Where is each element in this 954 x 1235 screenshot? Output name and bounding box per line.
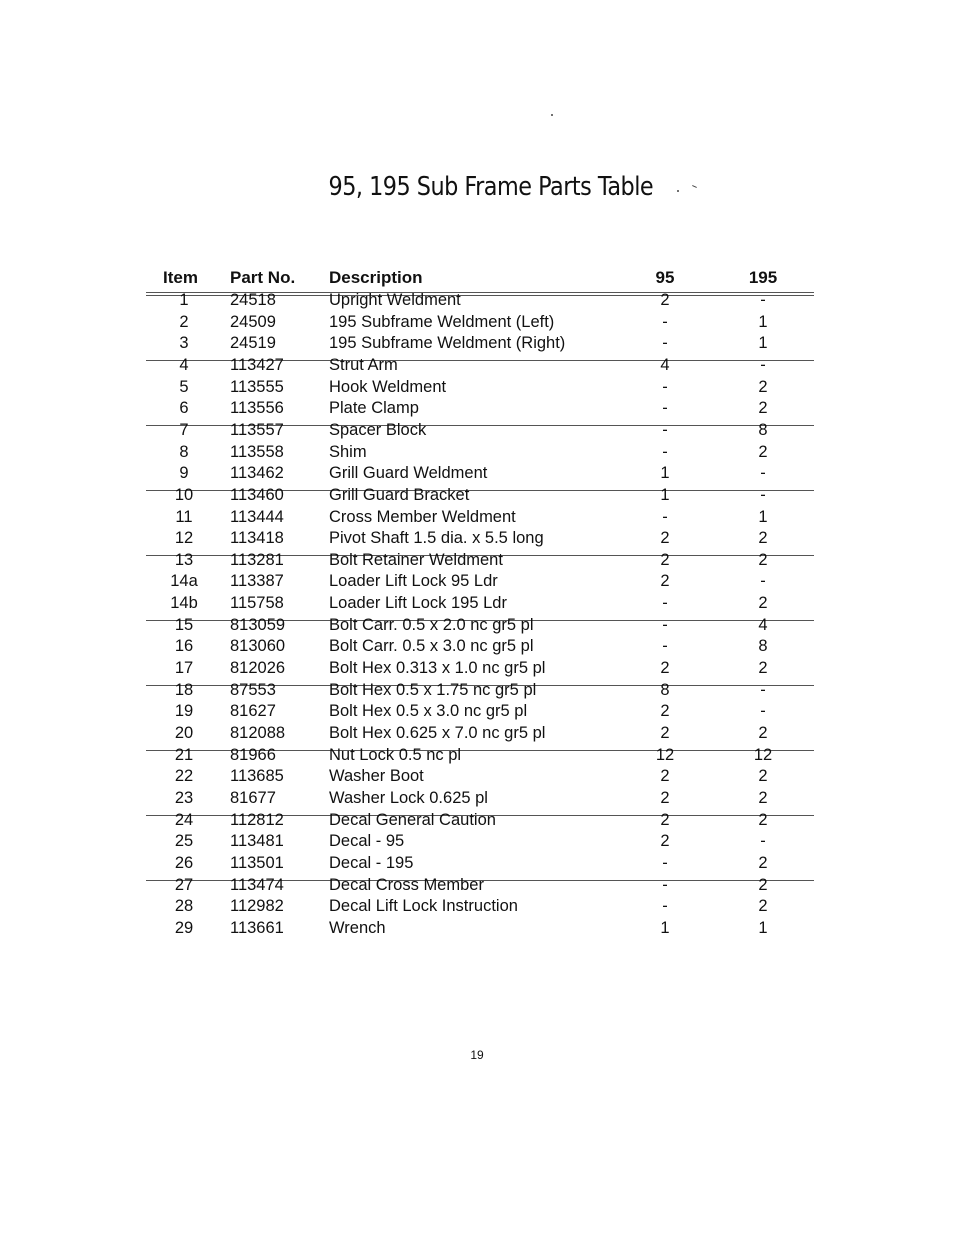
- qty-195-cell: 2: [758, 529, 768, 548]
- table-row: [0, 463, 954, 485]
- table-row: [0, 680, 954, 702]
- item-cell: 9: [179, 464, 189, 483]
- table-row: [0, 420, 954, 442]
- qty-95-cell: 1: [660, 464, 670, 483]
- part-no-cell: 112982: [230, 897, 284, 916]
- qty-195-cell: -: [760, 572, 766, 591]
- qty-195-cell: 2: [758, 377, 768, 396]
- item-cell: 13: [174, 550, 194, 569]
- table-row: [0, 723, 954, 745]
- qty-195-cell: -: [760, 355, 766, 374]
- header-195: 195: [748, 268, 778, 287]
- page-number: 19: [470, 1048, 484, 1062]
- description-cell: Washer Boot: [329, 767, 424, 786]
- qty-195-cell: 2: [758, 875, 768, 894]
- qty-195-cell: -: [760, 291, 766, 309]
- part-no-cell: 81966: [230, 745, 276, 764]
- description-cell: 195 Subframe Weldment (Left): [329, 312, 555, 331]
- qty-95-cell: 12: [655, 745, 675, 764]
- qty-195-cell: 1: [758, 334, 768, 353]
- qty-95-cell: 2: [660, 702, 670, 721]
- item-cell: 4: [179, 355, 189, 374]
- part-no-cell: 112812: [230, 810, 284, 829]
- part-no-cell: 113481: [230, 832, 284, 851]
- qty-195-cell: -: [760, 464, 766, 483]
- description-cell: Decal Cross Member: [329, 875, 484, 894]
- item-cell: 24: [174, 810, 194, 829]
- qty-95-cell: 2: [660, 550, 670, 569]
- table-row: [0, 658, 954, 680]
- qty-195-cell: 1: [758, 312, 768, 331]
- item-cell: 6: [179, 399, 189, 418]
- header-95: 95: [655, 268, 675, 287]
- part-no-cell: 113661: [230, 918, 284, 937]
- scan-speck: [551, 114, 553, 116]
- qty-195-cell: 8: [758, 420, 768, 439]
- part-no-cell: 113427: [230, 355, 284, 374]
- description-cell: Upright Weldment: [329, 291, 461, 309]
- description-cell: Decal - 95: [329, 832, 405, 851]
- part-no-cell: 113387: [230, 572, 284, 591]
- qty-95-cell: -: [662, 875, 668, 894]
- item-cell: 7: [179, 420, 189, 439]
- item-cell: 19: [174, 702, 194, 721]
- table-row: [0, 528, 954, 550]
- description-cell: Nut Lock 0.5 nc pl: [329, 745, 462, 764]
- table-row: [0, 875, 954, 897]
- description-cell: Washer Lock 0.625 pl: [329, 788, 488, 807]
- qty-195-cell: -: [760, 832, 766, 851]
- item-cell: 28: [174, 897, 194, 916]
- qty-95-cell: 1: [660, 485, 670, 504]
- description-cell: Bolt Hex 0.313 x 1.0 nc gr5 pl: [329, 659, 546, 678]
- qty-95-cell: 4: [660, 355, 670, 374]
- qty-195-cell: -: [760, 485, 766, 504]
- part-no-cell: 812088: [230, 724, 286, 742]
- qty-195-cell: 12: [753, 745, 773, 764]
- description-cell: Cross Member Weldment: [329, 507, 516, 526]
- part-no-cell: 113556: [230, 399, 284, 418]
- header-part-no: Part No.: [230, 268, 296, 287]
- table-row: [0, 766, 954, 788]
- table-row: [0, 788, 954, 810]
- qty-195-cell: -: [760, 702, 766, 721]
- item-cell: 25: [174, 832, 194, 851]
- qty-95-cell: -: [662, 334, 668, 353]
- item-cell: 29: [174, 918, 194, 937]
- item-cell: 15: [174, 615, 194, 634]
- qty-95-cell: -: [662, 853, 668, 872]
- table-row: [0, 593, 954, 615]
- part-no-cell: 24519: [230, 334, 276, 353]
- table-row: [0, 853, 954, 875]
- header-description: Description: [329, 268, 423, 287]
- table-row: [0, 333, 954, 355]
- qty-95-cell: -: [662, 637, 668, 656]
- part-no-cell: 813060: [230, 637, 286, 656]
- table-row: [0, 615, 954, 637]
- description-cell: Bolt Carr. 0.5 x 2.0 nc gr5 pl: [329, 615, 534, 634]
- part-no-cell: 113474: [230, 875, 284, 894]
- item-cell: 18: [174, 680, 194, 699]
- qty-95-cell: 2: [660, 832, 670, 851]
- part-no-cell: 24509: [230, 312, 276, 331]
- description-cell: Bolt Hex 0.5 x 1.75 nc gr5 pl: [329, 680, 537, 699]
- qty-195-cell: 1: [758, 507, 768, 526]
- qty-95-cell: 2: [660, 810, 670, 829]
- description-cell: Grill Guard Bracket: [329, 485, 470, 504]
- part-no-cell: 113501: [230, 853, 284, 872]
- item-cell: 22: [174, 767, 194, 786]
- table-row: [0, 701, 954, 723]
- qty-95-cell: 8: [660, 680, 670, 699]
- item-cell: 27: [174, 875, 194, 894]
- qty-95-cell: -: [662, 420, 668, 439]
- table-row: [0, 398, 954, 420]
- item-cell: 16: [174, 637, 194, 656]
- qty-95-cell: 2: [660, 529, 670, 548]
- table-row: [0, 571, 954, 593]
- part-no-cell: 24518: [230, 291, 276, 309]
- item-cell: 23: [174, 788, 194, 807]
- table-row: [0, 355, 954, 377]
- qty-95-cell: 2: [660, 572, 670, 591]
- qty-195-cell: 2: [758, 897, 768, 916]
- table-row: [0, 377, 954, 399]
- table-row: [0, 507, 954, 529]
- qty-195-cell: 2: [758, 724, 768, 742]
- table-row: [0, 896, 954, 918]
- qty-95-cell: -: [662, 897, 668, 916]
- description-cell: Plate Clamp: [329, 399, 419, 418]
- qty-195-cell: 2: [758, 550, 768, 569]
- description-cell: Grill Guard Weldment: [329, 464, 488, 483]
- table-row: [0, 745, 954, 767]
- qty-95-cell: 2: [660, 659, 670, 678]
- part-no-cell: 113462: [230, 464, 284, 483]
- qty-95-cell: 2: [660, 724, 670, 742]
- description-cell: Shim: [329, 442, 367, 461]
- description-cell: 195 Subframe Weldment (Right): [329, 334, 566, 353]
- qty-195-cell: -: [760, 680, 766, 699]
- item-cell: 11: [175, 507, 193, 526]
- description-cell: Loader Lift Lock 195 Ldr: [329, 594, 507, 613]
- description-cell: Bolt Hex 0.5 x 3.0 nc gr5 pl: [329, 702, 528, 721]
- part-no-cell: 113555: [230, 377, 284, 396]
- table-row: [0, 485, 954, 507]
- description-cell: Spacer Block: [329, 420, 427, 439]
- part-no-cell: 113558: [230, 442, 284, 461]
- part-no-cell: 113444: [230, 507, 284, 526]
- qty-195-cell: 1: [758, 918, 768, 937]
- qty-195-cell: 2: [758, 442, 768, 461]
- part-no-cell: 113418: [230, 529, 284, 548]
- qty-195-cell: 2: [758, 788, 768, 807]
- description-cell: Loader Lift Lock 95 Ldr: [329, 572, 498, 591]
- qty-95-cell: 2: [660, 788, 670, 807]
- item-cell: 20: [174, 724, 194, 742]
- description-cell: Wrench: [329, 918, 386, 937]
- item-cell: 1: [179, 291, 189, 309]
- qty-95-cell: -: [662, 507, 668, 526]
- qty-195-cell: 2: [758, 594, 768, 613]
- item-cell: 14b: [170, 594, 198, 613]
- qty-95-cell: -: [662, 594, 668, 613]
- description-cell: Hook Weldment: [329, 377, 447, 396]
- item-cell: 21: [174, 745, 194, 764]
- header-item: Item: [163, 268, 198, 287]
- part-no-cell: 115758: [230, 594, 284, 613]
- qty-195-cell: 8: [758, 637, 768, 656]
- item-cell: 8: [179, 442, 189, 461]
- parts-table-body: [0, 290, 954, 950]
- item-cell: 10: [174, 485, 194, 504]
- part-no-cell: 81677: [230, 788, 276, 807]
- part-no-cell: 113557: [230, 420, 284, 439]
- table-row: [0, 312, 954, 334]
- part-no-cell: 813059: [230, 615, 286, 634]
- description-cell: Bolt Carr. 0.5 x 3.0 nc gr5 pl: [329, 637, 534, 656]
- item-cell: 3: [179, 334, 189, 353]
- table-row: [0, 442, 954, 464]
- item-cell: 17: [174, 659, 194, 678]
- qty-195-cell: 2: [758, 767, 768, 786]
- description-cell: Decal General Caution: [329, 810, 496, 829]
- qty-95-cell: -: [662, 399, 668, 418]
- qty-95-cell: -: [662, 442, 668, 461]
- page-title: 95, 195 Sub Frame Parts Table: [328, 172, 654, 202]
- table-row: [0, 290, 954, 312]
- qty-195-cell: 2: [758, 853, 768, 872]
- item-cell: 26: [174, 853, 194, 872]
- qty-195-cell: 4: [758, 615, 768, 634]
- table-row: [0, 810, 954, 832]
- qty-95-cell: -: [662, 615, 668, 634]
- part-no-cell: 81627: [230, 702, 276, 721]
- qty-95-cell: 2: [660, 767, 670, 786]
- scan-speck: [677, 190, 679, 192]
- table-row: [0, 636, 954, 658]
- table-header: [0, 268, 954, 290]
- item-cell: 5: [179, 377, 189, 396]
- part-no-cell: 113460: [230, 485, 284, 504]
- qty-95-cell: -: [662, 377, 668, 396]
- item-cell: 12: [174, 529, 194, 548]
- table-row: [0, 550, 954, 572]
- description-cell: Bolt Hex 0.625 x 7.0 nc gr5 pl: [329, 724, 546, 742]
- table-row: [0, 831, 954, 853]
- part-no-cell: 812026: [230, 659, 286, 678]
- description-cell: Bolt Retainer Weldment: [329, 550, 503, 569]
- qty-195-cell: 2: [758, 399, 768, 418]
- description-cell: Strut Arm: [329, 355, 398, 374]
- qty-95-cell: 1: [660, 918, 670, 937]
- qty-95-cell: -: [662, 312, 668, 331]
- description-cell: Pivot Shaft 1.5 dia. x 5.5 long: [329, 529, 544, 548]
- qty-195-cell: 2: [758, 810, 768, 829]
- qty-95-cell: 2: [660, 291, 670, 309]
- part-no-cell: 113685: [230, 767, 284, 786]
- item-cell: 2: [179, 312, 189, 331]
- description-cell: Decal Lift Lock Instruction: [329, 897, 518, 916]
- part-no-cell: 113281: [230, 550, 284, 569]
- item-cell: 14a: [170, 572, 198, 591]
- table-row: [0, 918, 954, 940]
- qty-195-cell: 2: [758, 659, 768, 678]
- description-cell: Decal - 195: [329, 853, 414, 872]
- part-no-cell: 87553: [230, 680, 276, 699]
